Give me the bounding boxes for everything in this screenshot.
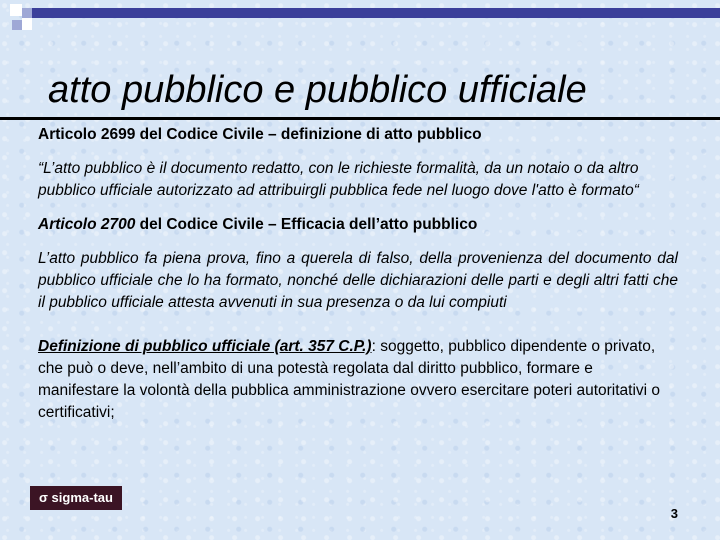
art2699-quote: “L’atto pubblico è il documento redatto, con le richieste formalità, da un notaio o da altro pubblico ufficiale autorizzato ad attribuirgli pubblica fede nel luogo dove l'atto è formato“	[38, 160, 639, 199]
definition-heading: Definizione di pubblico ufficiale (art. 357 C.P.)	[38, 338, 372, 355]
art2700-heading-italic: Articolo 2700	[38, 216, 136, 233]
page-number: 3	[670, 506, 678, 521]
art2699-heading: Articolo 2699 del Codice Civile – definizione di atto pubblico	[38, 126, 482, 143]
definition-paragraph	[38, 336, 678, 424]
slide-content	[38, 124, 678, 424]
title-rule	[0, 117, 720, 120]
sigma-tau-logo: σ sigma-tau	[30, 486, 122, 510]
slide-title: atto pubblico e pubblico ufficiale	[48, 69, 587, 111]
art2700-heading-rest: del Codice Civile – Efficacia dell’atto pubblico	[135, 216, 478, 233]
top-decoration	[0, 0, 720, 40]
definition-text: : soggetto, pubblico dipendente o privato, che può o deve, nell’ambito di una potestà regolata dal diritto pubblico, formare e manifestare la volontà della pubblica amministrazione ovvero esercitare poteri autoritativi o certificativi;	[38, 338, 661, 421]
art2700-heading	[38, 214, 678, 236]
art2700-text: L’atto pubblico fa piena prova, fino a querela di falso, della provenienza del documento dal pubblico ufficiale che lo ha formato, nonché delle dichiarazioni delle parti e degli altri fatti che il pubblico ufficiale attesta avvenuti in sua presenza o da lui compiuti	[38, 250, 678, 311]
